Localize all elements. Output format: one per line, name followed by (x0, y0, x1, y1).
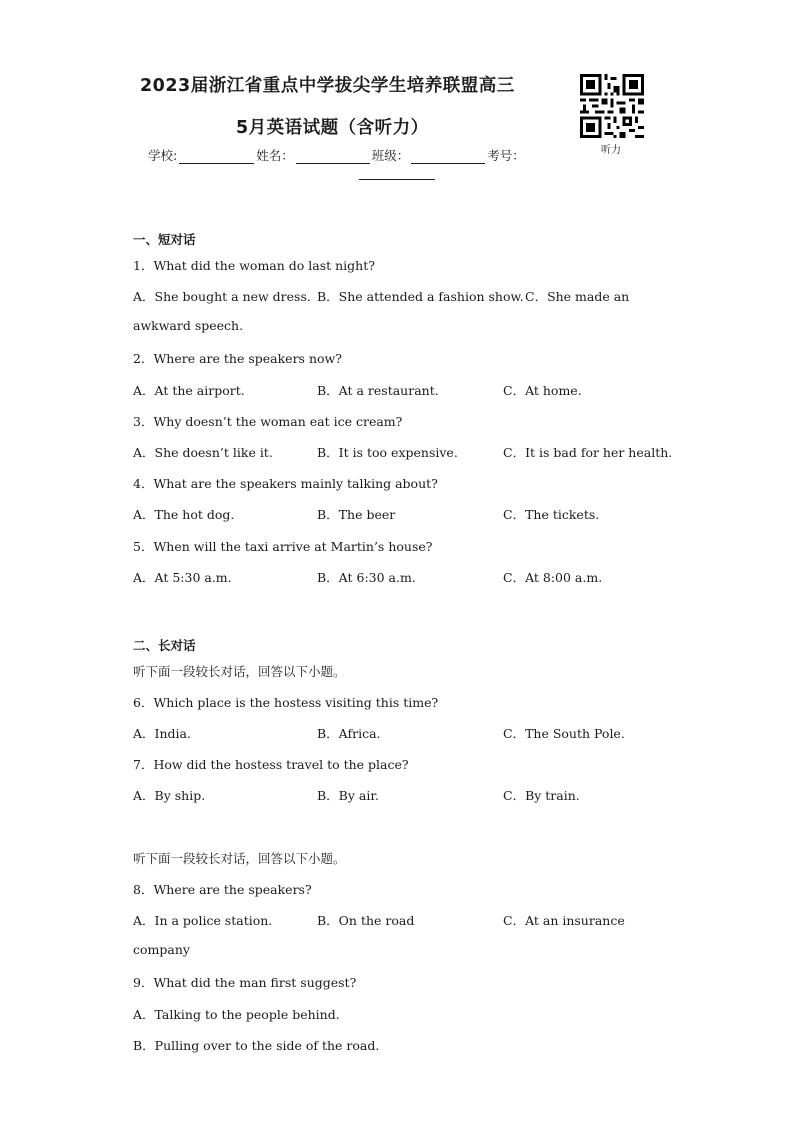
option-b: B．Africa. (317, 726, 381, 741)
question-stem: 8．Where are the speakers? (133, 882, 312, 897)
school-field (179, 149, 254, 164)
question-stem: 7．How did the hostess travel to the place? (133, 757, 409, 772)
option-a: A．At 5:30 a.m. (133, 570, 232, 585)
option-b: B．At 6:30 a.m. (317, 570, 416, 585)
option-c: C．By train. (503, 788, 580, 803)
listening-instruction: 听下面一段较长对话，回答以下小题。 (133, 664, 346, 679)
option-a: A．At the airport. (133, 383, 245, 398)
class-field (411, 149, 485, 164)
student-info-line (148, 146, 525, 164)
exam-title-line-2: 5月英语试题（含听力） (236, 118, 429, 138)
name-field (296, 149, 370, 164)
option-a: A．By ship. (133, 788, 206, 803)
option-b: B．She attended a fashion show. (317, 289, 524, 304)
option-b: B．At a restaurant. (317, 383, 439, 398)
qr-code-icon (580, 74, 644, 138)
option-c: C．At 8:00 a.m. (503, 570, 603, 585)
question-stem: 5．When will the taxi arrive at Martin’s house? (133, 539, 433, 554)
option-c: C．At home. (503, 383, 582, 398)
listening-instruction: 听下面一段较长对话，回答以下小题。 (133, 851, 346, 866)
option-continuation: company (133, 942, 190, 957)
question-stem: 9．What did the man first suggest? (133, 975, 357, 990)
option-a: A．The hot dog. (133, 507, 235, 522)
option-c: C．The South Pole. (503, 726, 625, 741)
option-b: B．On the road (317, 913, 415, 928)
option-a: A．India. (133, 726, 191, 741)
question-stem: 3．Why doesn’t the woman eat ice cream? (133, 414, 403, 429)
option-a: A．In a police station. (133, 913, 273, 928)
option-c: C．It is bad for her health. (503, 445, 673, 460)
option-c: C．The tickets. (503, 507, 600, 522)
exam-number-field (359, 165, 435, 180)
option-a: A．She bought a new dress. (133, 289, 311, 304)
option-a: A．Talking to the people behind. (133, 1007, 340, 1022)
option-b: B．By air. (317, 788, 379, 803)
option-b: B．The beer (317, 507, 396, 522)
option-a: A．She doesn’t like it. (133, 445, 273, 460)
section-2-title: 二、长对话 (133, 638, 196, 653)
option-c: C．She made an (525, 289, 630, 304)
exam-title-line-1: 2023届浙江省重点中学拔尖学生培养联盟高三 (140, 76, 515, 96)
option-b: B．Pulling over to the side of the road. (133, 1038, 380, 1053)
section-1-title: 一、短对话 (133, 232, 196, 247)
name-label: 姓名： (256, 148, 294, 163)
question-stem: 4．What are the speakers mainly talking about? (133, 476, 438, 491)
question-stem: 6．Which place is the hostess visiting this time? (133, 695, 439, 710)
class-label: 班级： (371, 148, 410, 163)
qr-label: 听力 (601, 145, 621, 156)
option-continuation: awkward speech. (133, 318, 244, 333)
option-c: C．At an insurance (503, 913, 625, 928)
school-label: 学校: (148, 148, 178, 163)
question-stem: 1．What did the woman do last night? (133, 258, 375, 273)
option-b: B．It is too expensive. (317, 445, 458, 460)
exam-number-label: 考号： (487, 148, 525, 163)
question-stem: 2．Where are the speakers now? (133, 351, 342, 366)
